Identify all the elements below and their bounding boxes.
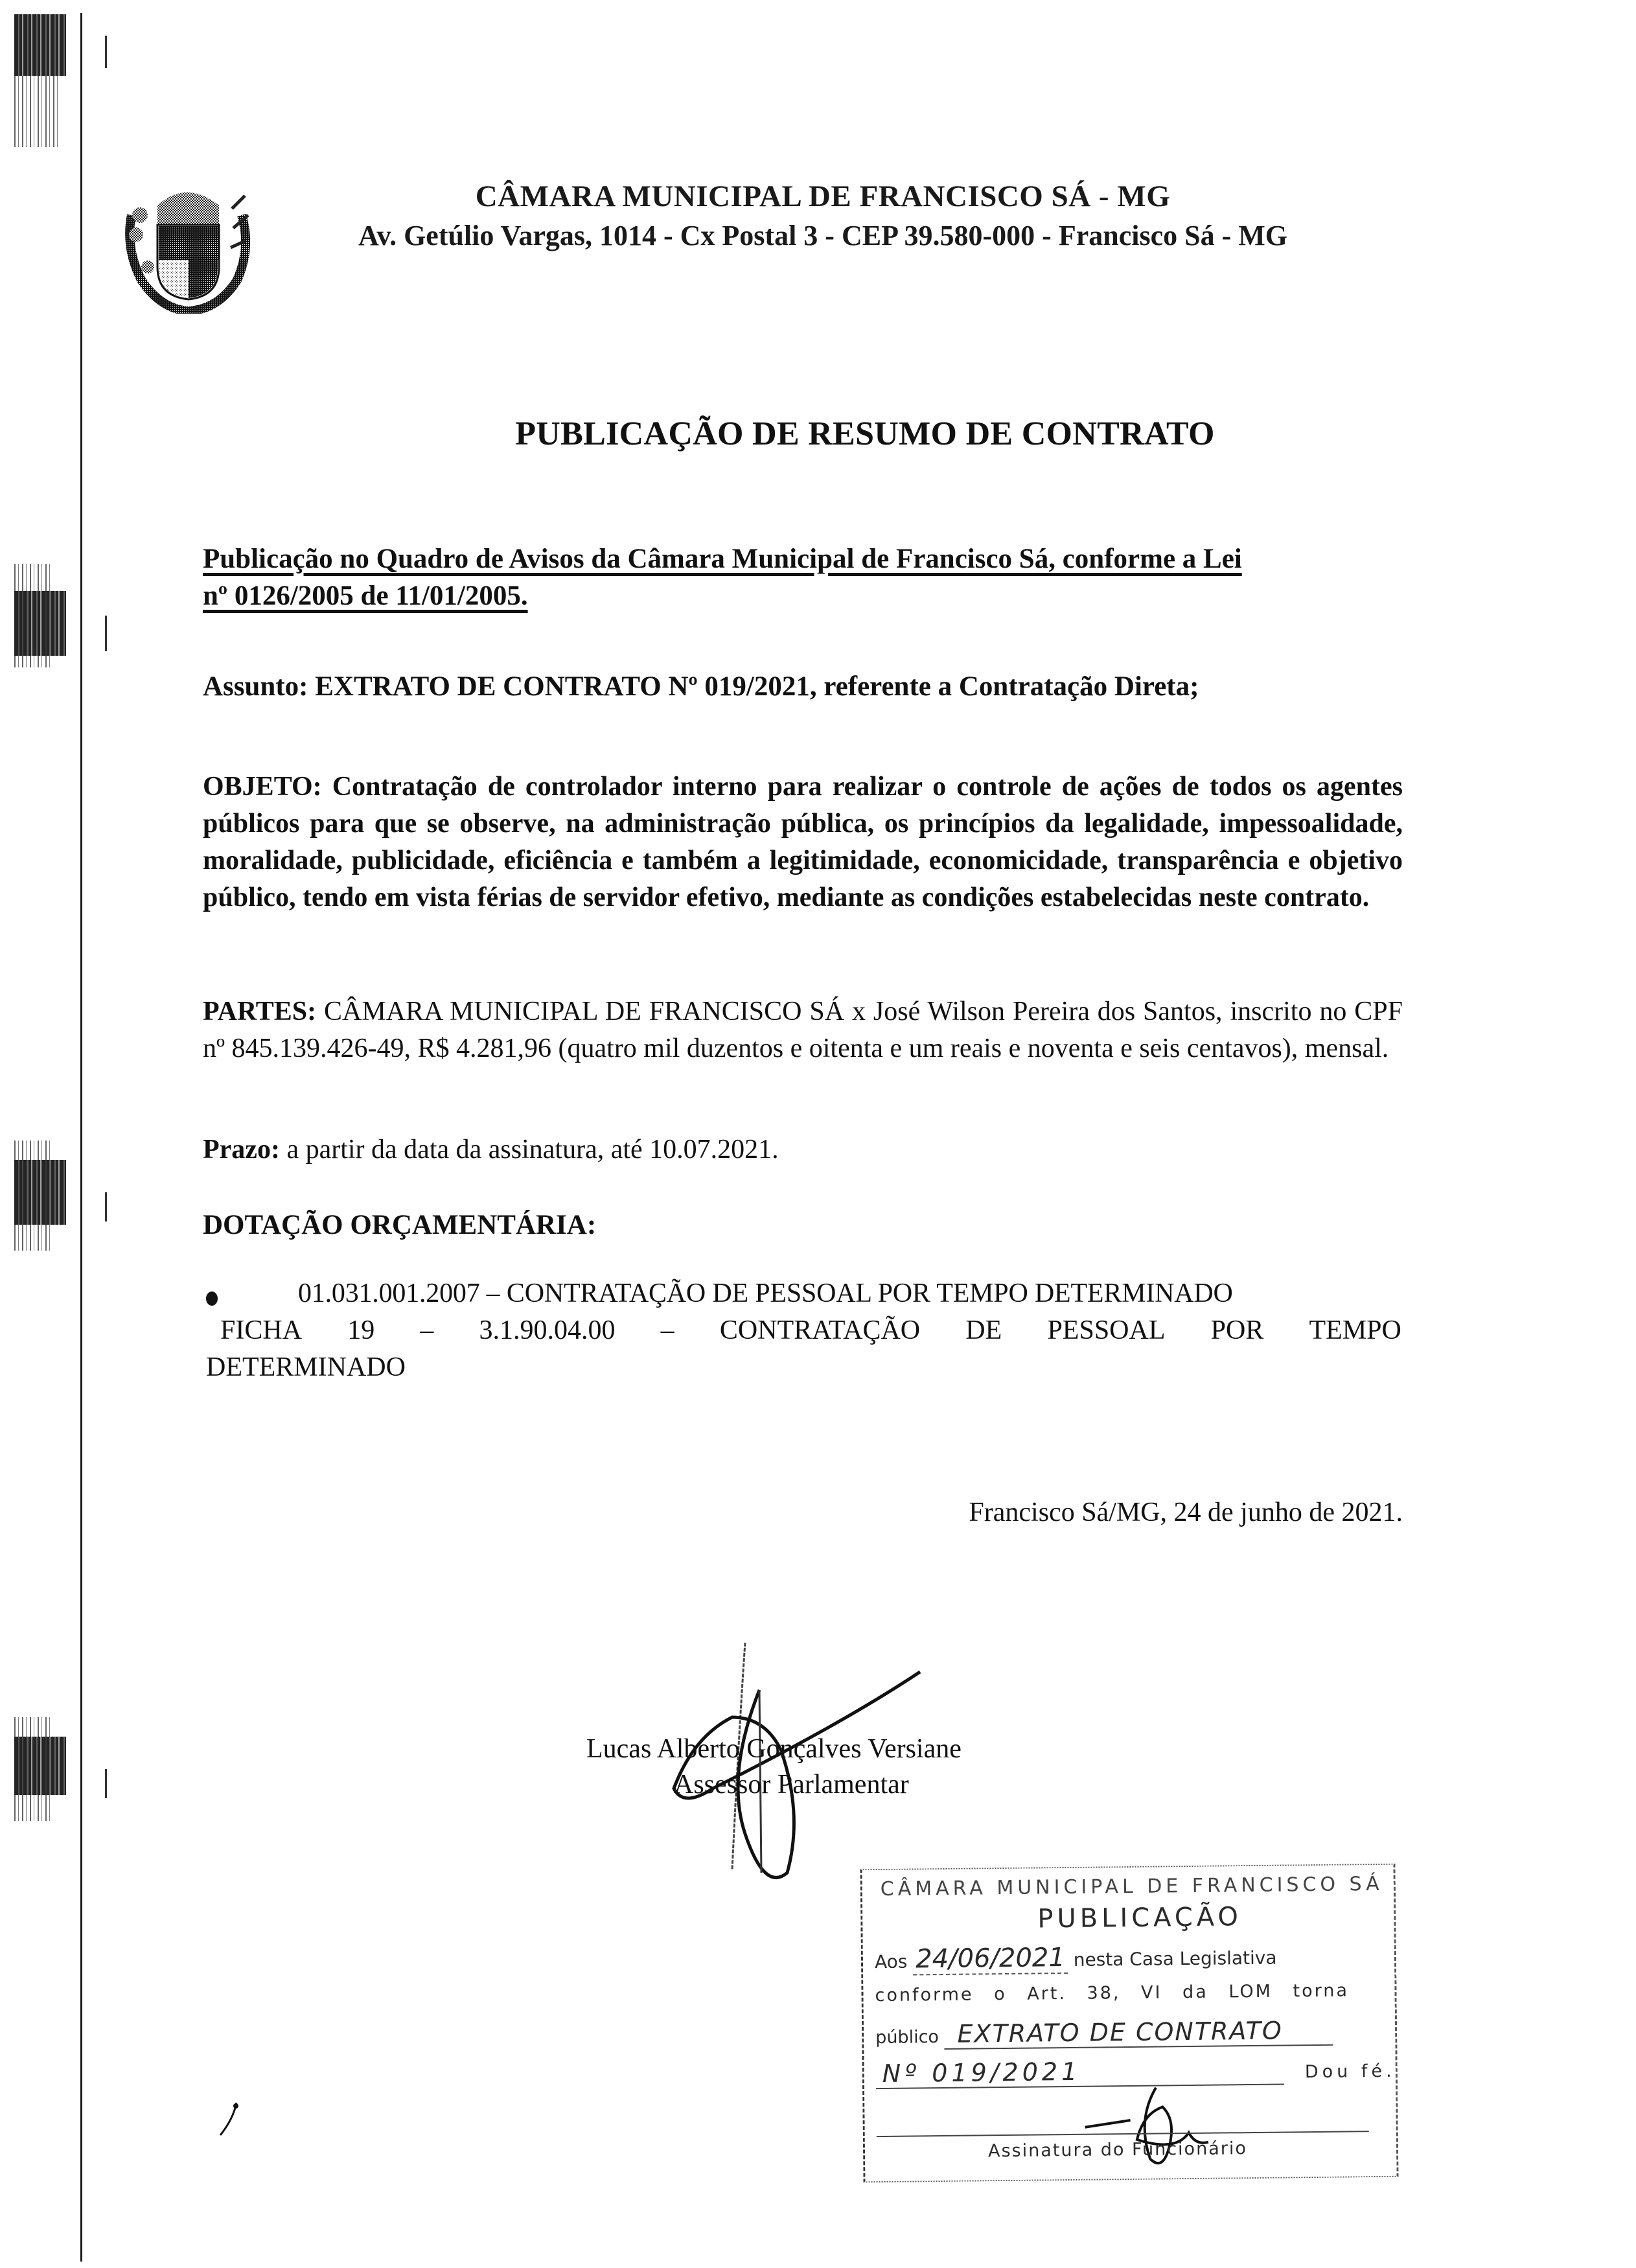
budget-line-1: 01.031.001.2007 – CONTRATAÇÃO DE PESSOAL POR TEMPO DETERMINADO [298, 1279, 1233, 1308]
scan-edge-line [80, 13, 82, 2262]
budget-line-2-word: DE [965, 1315, 1002, 1345]
object-text: Contratação de controlador interno para realizar o controle de ações de todos os agentes públicos para que se observe, na administração pública, os princípios da legalidade, impessoalidade, moralidade, publicidade, eficiência e também a legitimidade, economicidade, transparência e objetivo público, tendo em vista férias de servidor efetivo, mediante as condições estabelecidas neste contrato. [203, 772, 1403, 912]
stamp-date-handwritten: 24/06/2021 [913, 1943, 1068, 1975]
parties-label: PARTES: [203, 997, 317, 1026]
publication-stamp [860, 1864, 1398, 2183]
subject-label: Assunto: [203, 671, 308, 702]
stamp-heading: PUBLICAÇÃO [1037, 1902, 1243, 1934]
budget-line-2-word: FICHA [220, 1315, 303, 1345]
object-paragraph [203, 769, 1403, 916]
subject-line [203, 671, 1403, 702]
stamp-signature-caption: Assinatura do Funcionário [987, 2138, 1248, 2162]
institution-address: Av. Getúlio Vargas, 1014 - Cx Postal 3 - CEP 39.580-000 - Francisco Sá - MG [358, 220, 1287, 251]
budget-line-2-word: 3.1.90.04.00 [479, 1315, 616, 1345]
signatory-role: Assessor Parlamentar [674, 1770, 909, 1799]
scan-artifact [14, 1717, 53, 1821]
pen-mark [217, 2100, 243, 2138]
budget-line-2 [220, 1315, 1401, 1346]
subject-text: EXTRATO DE CONTRATO Nº 019/2021, referente a Contratação Direta; [315, 671, 1199, 702]
term-text: a partir da data da assinatura, até 10.07.2021. [286, 1135, 779, 1164]
scan-artifact [14, 14, 66, 76]
bullet-icon [206, 1291, 218, 1306]
stamp-handwritten-line-1: EXTRATO DE CONTRATO [944, 2016, 1333, 2050]
publication-note-line-1: Publicação no Quadro de Avisos da Câmara Municipal de Francisco Sá, conforme a Lei [203, 544, 1242, 574]
budget-line-2-word: – [660, 1315, 674, 1345]
municipal-crest-logo [122, 176, 251, 314]
stamp-handwritten-line-2: Nº 019/2021 [876, 2055, 1284, 2090]
scan-artifact [14, 76, 60, 147]
budget-line-2-word: TEMPO [1309, 1315, 1401, 1345]
term-line [203, 1134, 1403, 1165]
budget-line-2-word: – [420, 1315, 434, 1345]
scan-speck [105, 616, 107, 651]
budget-line-2-word: POR [1210, 1315, 1264, 1345]
scan-artifact [14, 1140, 53, 1251]
scan-speck [105, 36, 107, 68]
parties-paragraph [203, 993, 1403, 1067]
stamp-casa-text: nesta Casa Legislativa [1073, 1947, 1277, 1971]
stamp-aos-label: Aos [874, 1950, 908, 1973]
institution-name: CÂMARA MUNICIPAL DE FRANCISCO SÁ - MG [475, 179, 1171, 213]
signatory-name: Lucas Alberto Gonçalves Versiane [586, 1734, 962, 1764]
publication-note-line-2: nº 0126/2005 de 11/01/2005. [203, 581, 528, 611]
publication-note [203, 540, 1403, 614]
term-label: Prazo: [203, 1135, 280, 1164]
stamp-institution: CÂMARA MUNICIPAL DE FRANCISCO SÁ [880, 1872, 1383, 1901]
stamp-dou-fe: Dou fé. [1304, 2061, 1396, 2083]
stamp-conforme-text: conforme o Art. 38, VI da LOM torna [875, 1980, 1350, 2006]
scan-speck [105, 1192, 107, 1221]
scan-artifact [14, 564, 53, 667]
budget-line-2-word: PESSOAL [1047, 1315, 1166, 1345]
budget-line-3: DETERMINADO [206, 1352, 406, 1382]
stamp-publico-label: público [875, 2027, 939, 2048]
place-and-date: Francisco Sá/MG, 24 de junho de 2021. [969, 1498, 1403, 1527]
budget-line-2-word: CONTRATAÇÃO [719, 1315, 921, 1345]
budget-heading: DOTAÇÃO ORÇAMENTÁRIA: [203, 1210, 597, 1240]
stamp-date-line [875, 1941, 1277, 1974]
budget-line-2-word: 19 [347, 1315, 375, 1345]
scan-speck [105, 1769, 107, 1798]
parties-text: CÂMARA MUNICIPAL DE FRANCISCO SÁ x José Wilson Pereira dos Santos, inscrito no CPF nº 845.139.426-49, R$ 4.281,96 (quatro mil duzentos e oitenta e um reais e noventa e seis centavos), mensal. [203, 997, 1403, 1063]
object-label: OBJETO: [203, 772, 322, 802]
stamp-publico-line [875, 2016, 1333, 2050]
document-title: PUBLICAÇÃO DE RESUMO DE CONTRATO [515, 415, 1215, 452]
